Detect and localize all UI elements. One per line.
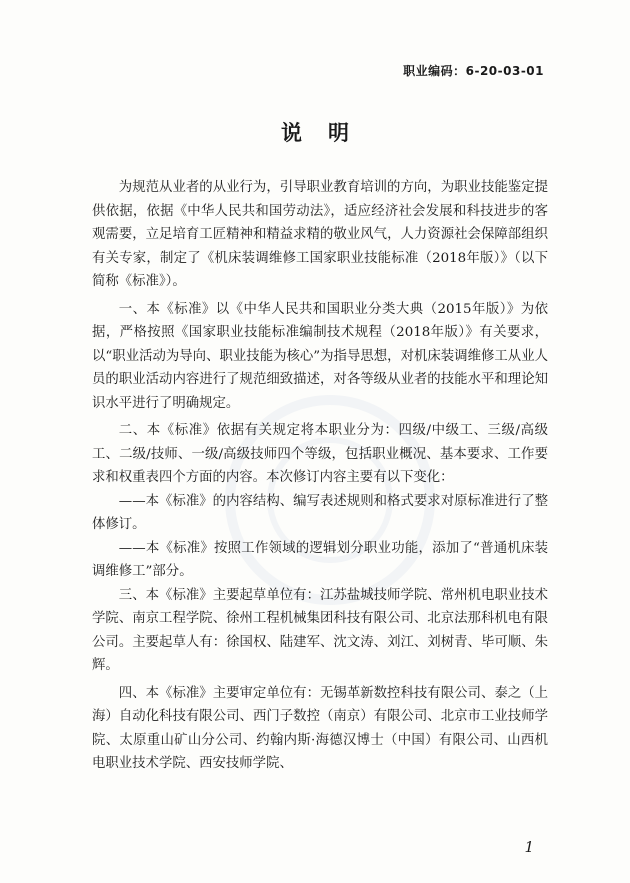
- paragraph-1: 一、本《标准》以《中华人民共和国职业分类大典（2015年版）》为依据，严格按照《国家职业技能标准编制技术规程（2018年版）》有关要求，以“职业活动为导向、职业技能为核心”为指导思想，对机床装调维修工从业人员的职业活动内容进行了规范细致描述，对各等级从业者的技能水平和理论知识水平进行了明确规定。: [92, 301, 548, 411]
- paragraph-3: 三、本《标准》主要起草单位有：江苏盐城技师学院、常州机电职业技术学院、南京工程学院、徐州工程机械集团科技有限公司、北京法那科机电有限公司。主要起草人有：徐国权、陆建军、沈文涛、刘江、刘树青、毕可顺、朱辉。: [92, 587, 548, 673]
- document-body: [92, 176, 548, 776]
- paragraph-intro: 为规范从业者的从业行为，引导职业教育培训的方向，为职业技能鉴定提供依据，依据《中华人民共和国劳动法》，适应经济社会发展和科技进步的客观需要，立足培育工匠精神和精益求精的敬业风气，人力资源社会保障部组织有关专家，制定了《机床装调维修工国家职业技能标准（2018年版）》（以下简称《标准》）。: [92, 180, 548, 289]
- paragraph-4: 四、本《标准》主要审定单位有：无锡革新数控科技有限公司、泰之（上海）自动化科技有限公司、西门子数控（南京）有限公司、北京市工业技师学院、太原重山矿山分公司、约翰内斯·海德汉博士（中国）有限公司、山西机电职业技术学院、西安技师学院、: [92, 685, 548, 771]
- page-number: 1: [524, 838, 534, 856]
- occupation-code: 职业编码：6-20-03-01: [403, 64, 544, 78]
- paragraph-2-change-a: ——本《标准》的内容结构、编写表述规则和格式要求对原标准进行了整体修订。: [92, 493, 548, 532]
- page-title: 说明: [281, 121, 375, 145]
- paragraph-2-change-b: ——本《标准》按照工作领域的逻辑划分职业功能，添加了“普通机床装调维修工”部分。: [92, 540, 548, 579]
- paragraph-2: 二、本《标准》依据有关规定将本职业分为：四级/中级工、三级/高级工、二级/技师、一级/高级技师四个等级，包括职业概况、基本要求、工作要求和权重表四个方面的内容。本次修订内容主要有以下变化：: [92, 423, 548, 485]
